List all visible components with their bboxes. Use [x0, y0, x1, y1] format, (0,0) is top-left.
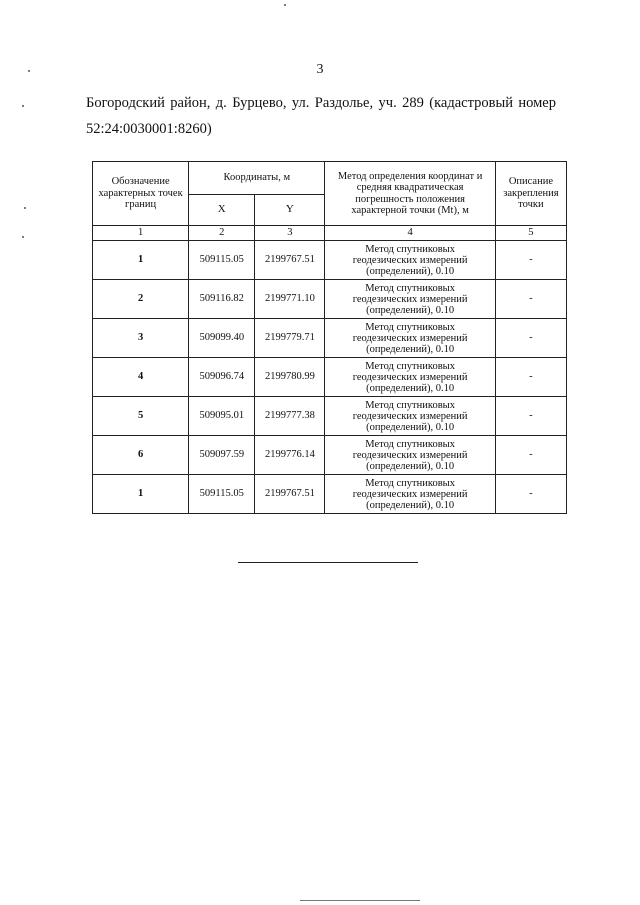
y-coordinate-cell: 2199776.14 [255, 436, 325, 475]
y-coordinate-cell: 2199767.51 [255, 241, 325, 280]
x-coordinate-cell: 509096.74 [189, 358, 255, 397]
method-text-line: Метод спутниковых [365, 282, 455, 294]
x-coordinate-cell: 509115.05 [189, 475, 255, 514]
method-text-line: (определений), 0.10 [366, 382, 455, 394]
column-number: 5 [495, 226, 566, 241]
scan-speck [24, 207, 26, 209]
point-number-cell: 1 [93, 241, 189, 280]
scan-edge-line [300, 900, 420, 901]
point-number-cell: 5 [93, 397, 189, 436]
y-coordinate-cell: 2199780.99 [255, 358, 325, 397]
point-number-cell: 3 [93, 319, 189, 358]
method-cell [325, 436, 495, 475]
method-text-line: Метод спутниковых [365, 399, 455, 411]
y-coordinate-cell: 2199771.10 [255, 280, 325, 319]
column-number: 3 [255, 226, 325, 241]
scan-speck [22, 236, 24, 238]
column-number-row [93, 226, 567, 241]
method-text-line: геодезических измерений [352, 293, 468, 305]
scan-speck [284, 4, 286, 6]
point-number-cell: 6 [93, 436, 189, 475]
method-text-line: Метод спутниковых [365, 438, 455, 450]
column-number: 2 [189, 226, 255, 241]
table-row [93, 241, 567, 280]
point-number-cell: 1 [93, 475, 189, 514]
method-cell [325, 358, 495, 397]
y-coordinate-cell: 2199777.38 [255, 397, 325, 436]
point-number-cell: 2 [93, 280, 189, 319]
method-text-line: Метод спутниковых [365, 243, 455, 255]
method-text-line: Метод спутниковых [365, 360, 455, 372]
description-cell: - [495, 397, 566, 436]
method-text-line: (определений), 0.10 [366, 499, 455, 511]
header-coordinates: Координаты, м [189, 162, 325, 195]
header-x: X [189, 195, 255, 226]
x-coordinate-cell: 509097.59 [189, 436, 255, 475]
x-coordinate-cell: 509115.05 [189, 241, 255, 280]
method-cell [325, 319, 495, 358]
method-text-line: геодезических измерений [352, 254, 468, 266]
method-cell [325, 280, 495, 319]
x-coordinate-cell: 509095.01 [189, 397, 255, 436]
table-row [93, 280, 567, 319]
table-row [93, 436, 567, 475]
header-point-designation: Обозначение характерных точек границ [93, 162, 189, 226]
method-cell [325, 397, 495, 436]
scan-speck [28, 70, 30, 72]
x-coordinate-cell: 509099.40 [189, 319, 255, 358]
method-cell [325, 475, 495, 514]
header-y: Y [255, 195, 325, 226]
table-row [93, 475, 567, 514]
y-coordinate-cell: 2199767.51 [255, 475, 325, 514]
page-number: 3 [316, 62, 324, 77]
column-number: 4 [325, 226, 495, 241]
description-cell: - [495, 436, 566, 475]
parcel-heading: Богородский район, д. Бурцево, ул. Раздолье, уч. 289 (кадастровый номер 52:24:0030001:8260) [86, 95, 556, 137]
method-text-line: (определений), 0.10 [366, 343, 455, 355]
header-method: Метод определения координат и средняя квадратическая погрешность положения характерной точки (Mt), м [325, 162, 495, 226]
method-text-line: геодезических измерений [352, 410, 468, 422]
table-header-row [93, 162, 567, 195]
header-description: Описание закрепления точки [495, 162, 566, 226]
description-cell: - [495, 358, 566, 397]
method-text-line: (определений), 0.10 [366, 421, 455, 433]
x-coordinate-cell: 509116.82 [189, 280, 255, 319]
description-cell: - [495, 319, 566, 358]
y-coordinate-cell: 2199779.71 [255, 319, 325, 358]
method-cell [325, 241, 495, 280]
method-text-line: геодезических измерений [352, 449, 468, 461]
method-text-line: геодезических измерений [352, 332, 468, 344]
method-text-line: геодезических измерений [352, 371, 468, 383]
table-row [93, 319, 567, 358]
scan-speck [22, 105, 24, 107]
method-text-line: Метод спутниковых [365, 477, 455, 489]
table-row [93, 358, 567, 397]
description-cell: - [495, 475, 566, 514]
method-text-line: (определений), 0.10 [366, 265, 455, 277]
column-number: 1 [93, 226, 189, 241]
coordinates-table [92, 161, 567, 514]
table-row [93, 397, 567, 436]
method-text-line: геодезических измерений [352, 488, 468, 500]
description-cell: - [495, 241, 566, 280]
method-text-line: Метод спутниковых [365, 321, 455, 333]
description-cell: - [495, 280, 566, 319]
end-divider-line [238, 562, 418, 563]
method-text-line: (определений), 0.10 [366, 304, 455, 316]
point-number-cell: 4 [93, 358, 189, 397]
method-text-line: (определений), 0.10 [366, 460, 455, 472]
